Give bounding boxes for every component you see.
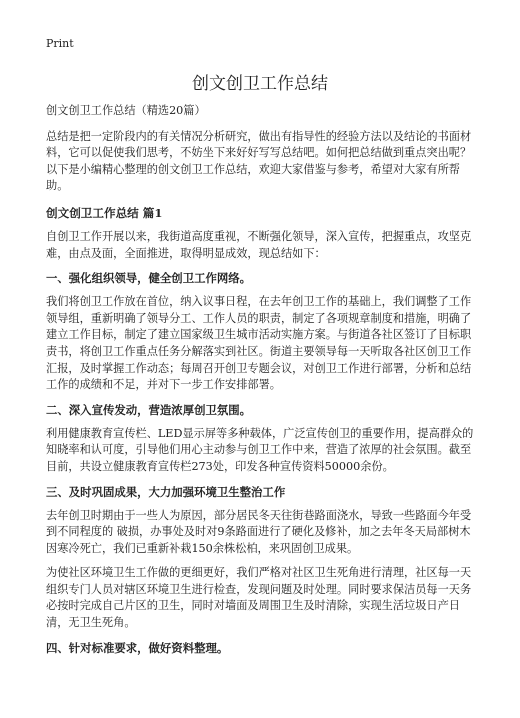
heading-organization: 一、强化组织领导，健全创卫工作网络。 [46,271,252,286]
paragraph-organization: 我们将创卫工作放在首位，纳入议事日程，在去年创卫工作的基础上，我们调整了工作领导组，重新明确了领导分工、工作人员的职责，制定了各项规章制度和措施，明确了建立工作目标，制定了建立国家级卫生城市活动实施方案。与街道各社区签订了目标职责书，将创卫工作重点任务分解落实到社区。街道主要领导每一天听取各社区创卫工作汇报，及时掌握工作动态；每周召开创卫专题会议，对创卫工作进行部署，分析和总结工作的成绩和不足，并对下一步工作安排部署。 [46,295,472,392]
paragraph-publicity: 利用健康教育宣传栏、LED显示屏等多种载体，广泛宣传创卫的重要作用，提高群众的知晓率和认可度，引导他们用心主动参与创卫工作中来，营造了浓厚的社会氛围。截至目前，共设立健康教育宣传栏273处，印发各种宣传资料50000余份。 [46,426,474,473]
section-title: 创文创卫工作总结 篇1 [46,205,163,220]
page-title: 创文创卫工作总结 [192,74,328,94]
heading-publicity: 二、深入宣传发动，营造浓厚创卫氛围。 [46,402,252,417]
heading-documentation: 四、针对标准要求，做好资料整理。 [46,640,229,655]
section-intro: 自创卫工作开展以来，我街道高度重视，不断强化领导，深入宣传，把握重点，攻坚克难，由点及面，全面推进，取得明显成效，现总结如下： [46,229,472,260]
article-content [46,103,476,664]
intro-paragraph: 总结是把一定阶段内的有关情况分析研究，做出有指导性的经验方法以及结论的书面材料，它可以促使我们思考，不妨坐下来好好写写总结吧。如何把总结做到重点突出呢？以下是小编精心整理的创文创卫工作总结，欢迎大家借鉴与参考，希望对大家有所帮助。 [46,129,472,193]
print-link[interactable]: Print [46,37,74,50]
paragraph-consolidation-1: 去年创卫时期由于一些人为原因，部分居民冬天往街巷路面浇水，导致一些路面今年受到不同程度的 破损，办事处及时对9条路面进行了硬化及修补，加之去年冬天局部树木因寒冷死亡，我们已重新补栽150余株松柏，来巩固创卫成果。 [46,508,472,555]
article-subtitle: 创文创卫工作总结（精选20篇） [46,104,206,117]
paragraph-consolidation-2: 为使社区环境卫生工作做的更细更好，我们严格对社区卫生死角进行清理，社区每一天组织专门人员对辖区环境卫生进行检查，发现问题及时处理。同时要求保洁员每一天务必按时完成自己片区的卫生，同时对墙面及周围卫生及时清除，实现生活垃圾日产日清，无卫生死角。 [46,566,472,630]
heading-consolidation: 三、及时巩固成果，大力加强环境卫生整治工作 [46,484,286,499]
